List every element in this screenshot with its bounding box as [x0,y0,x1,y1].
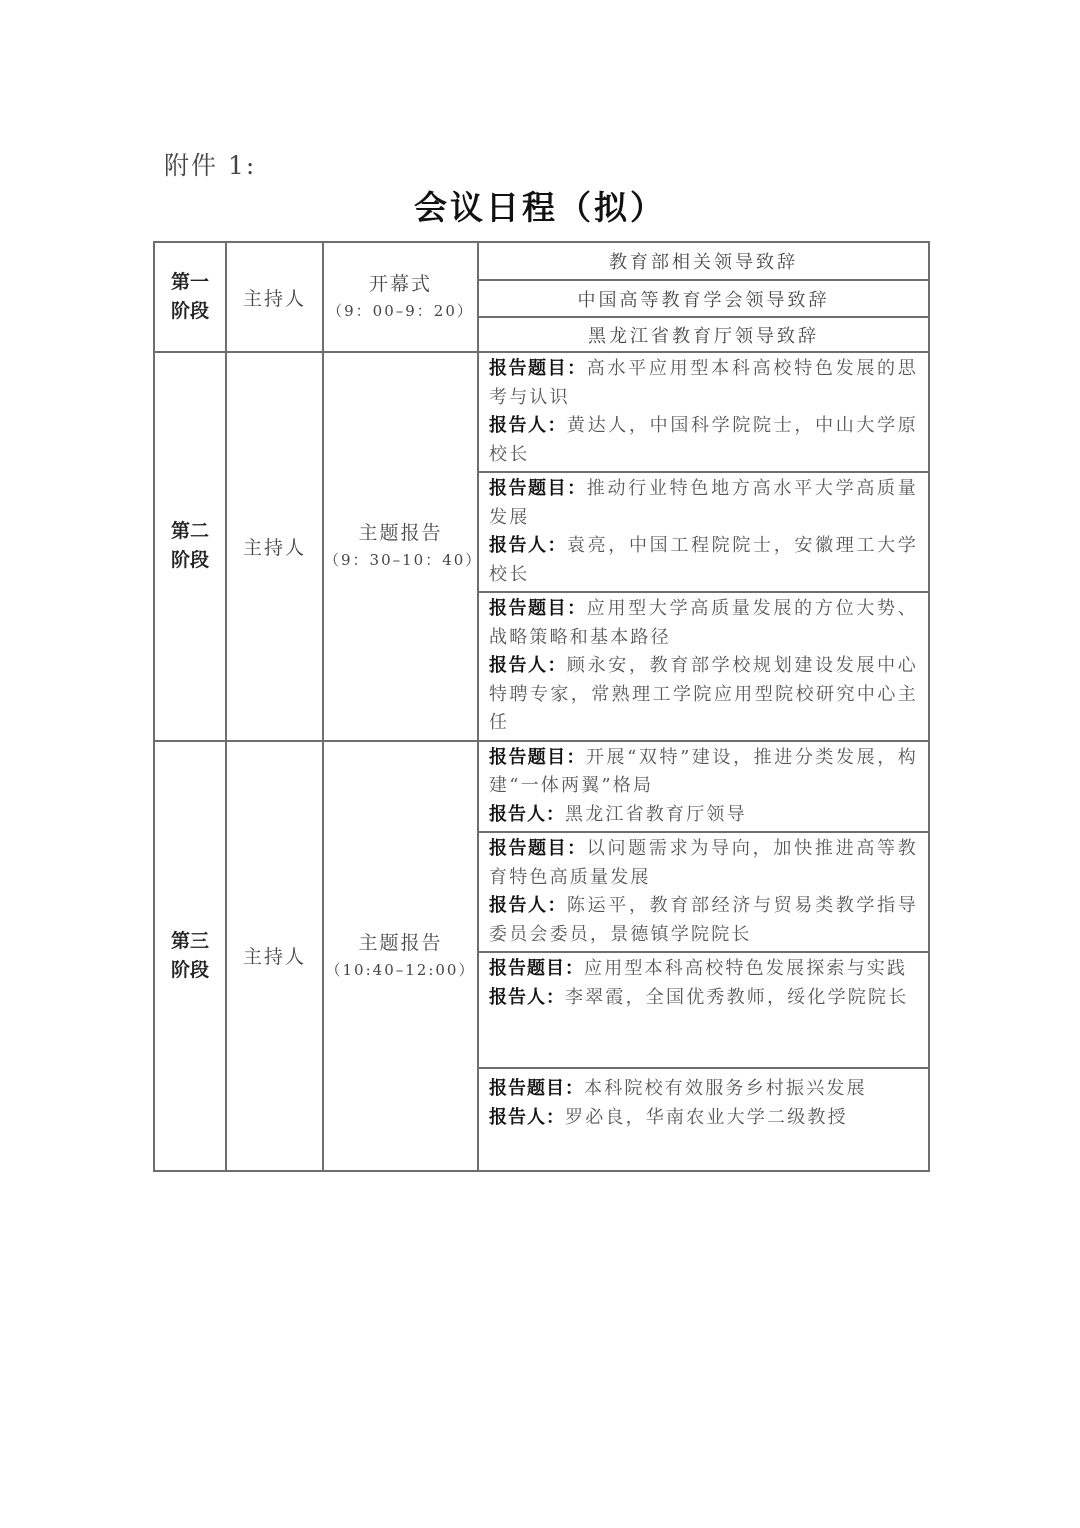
report-speaker: 黄达人，中国科学院院士，中山大学原校长 [489,415,918,465]
speaker-label: 报告人： [489,535,567,556]
schedule-table [153,241,930,1172]
speaker-label: 报告人： [489,803,565,825]
report-speaker: 袁亮，中国工程院院士，安徽理工大学校长 [489,535,918,585]
stage-label: 阶段 [170,958,209,981]
table-row [154,242,929,280]
topic-label: 报告题目： [489,598,587,619]
session-cell [323,741,478,1172]
stage-label: 第二 [170,520,209,543]
report-item [478,352,929,472]
report-item [478,741,929,833]
stage-cell-1 [154,242,226,352]
stage-label: 第三 [170,929,209,952]
attachment-label: 附件 1: [164,151,257,180]
report-topic: 开展“双特”建设，推进分类发展，构建“一体两翼”格局 [489,746,918,796]
table-row [154,741,929,833]
report-item [478,1068,929,1171]
report-topic: 以问题需求为导向，加快推进高等教育特色高质量发展 [489,838,918,888]
stage-label: 第一 [170,271,209,293]
speaker-label: 报告人： [489,415,567,436]
host-cell: 主持人 [226,741,323,1172]
report-topic: 推动行业特色地方高水平大学高质量发展 [489,478,918,528]
table-row [154,352,929,472]
topic-label: 报告题目： [489,1078,584,1099]
report-speaker: 李翠霞，全国优秀教师，绥化学院院长 [565,986,909,1008]
report-item [478,472,929,592]
topic-label: 报告题目： [489,958,584,979]
session-time: （9：00–9：20） [327,302,474,320]
report-topic: 高水平应用型本科高校特色发展的思考与认识 [489,358,918,408]
speaker-label: 报告人： [489,895,567,916]
topic-label: 报告题目： [489,746,586,768]
topic-label: 报告题目： [489,358,587,379]
speaker-label: 报告人： [489,986,565,1008]
topic-label: 报告题目： [489,838,587,859]
report-topic: 应用型大学高质量发展的方位大势、战略策略和基本路径 [489,598,918,648]
stage-label: 阶段 [170,549,209,572]
report-item [478,952,929,1068]
speech-item: 教育部相关领导致辞 [478,242,929,280]
report-item [478,592,929,741]
session-name: 开幕式 [368,273,432,295]
report-speaker: 陈运平，教育部经济与贸易类教学指导委员会委员，景德镇学院院长 [489,895,918,945]
session-name: 主题报告 [358,931,443,954]
report-topic: 本科院校有效服务乡村振兴发展 [584,1078,867,1099]
stage-label: 阶段 [170,300,209,322]
host-cell: 主持人 [226,352,323,741]
speaker-label: 报告人： [489,655,567,676]
report-item [478,832,929,952]
report-speaker: 顾永安，教育部学校规划建设发展中心特聘专家，常熟理工学院应用型院校研究中心主任 [489,655,918,733]
topic-label: 报告题目： [489,478,587,499]
report-speaker: 黑龙江省教育厅领导 [565,803,747,825]
host-cell: 主持人 [226,242,323,352]
report-speaker: 罗必良，华南农业大学二级教授 [565,1106,848,1128]
speech-item: 中国高等教育学会领导致辞 [478,280,929,317]
stage-cell-2 [154,352,226,741]
session-cell [323,352,483,741]
report-topic: 应用型本科高校特色发展探索与实践 [584,958,908,979]
stage-cell-3 [154,741,226,1172]
speech-item: 黑龙江省教育厅领导致辞 [478,317,929,352]
session-name: 主题报告 [358,522,443,545]
page-title: 会议日程（拟） [414,188,666,227]
session-cell [323,242,478,352]
session-time: （9：30–10：40） [324,551,483,570]
session-time: （10:40–12:00） [325,960,476,979]
speaker-label: 报告人： [489,1106,565,1128]
